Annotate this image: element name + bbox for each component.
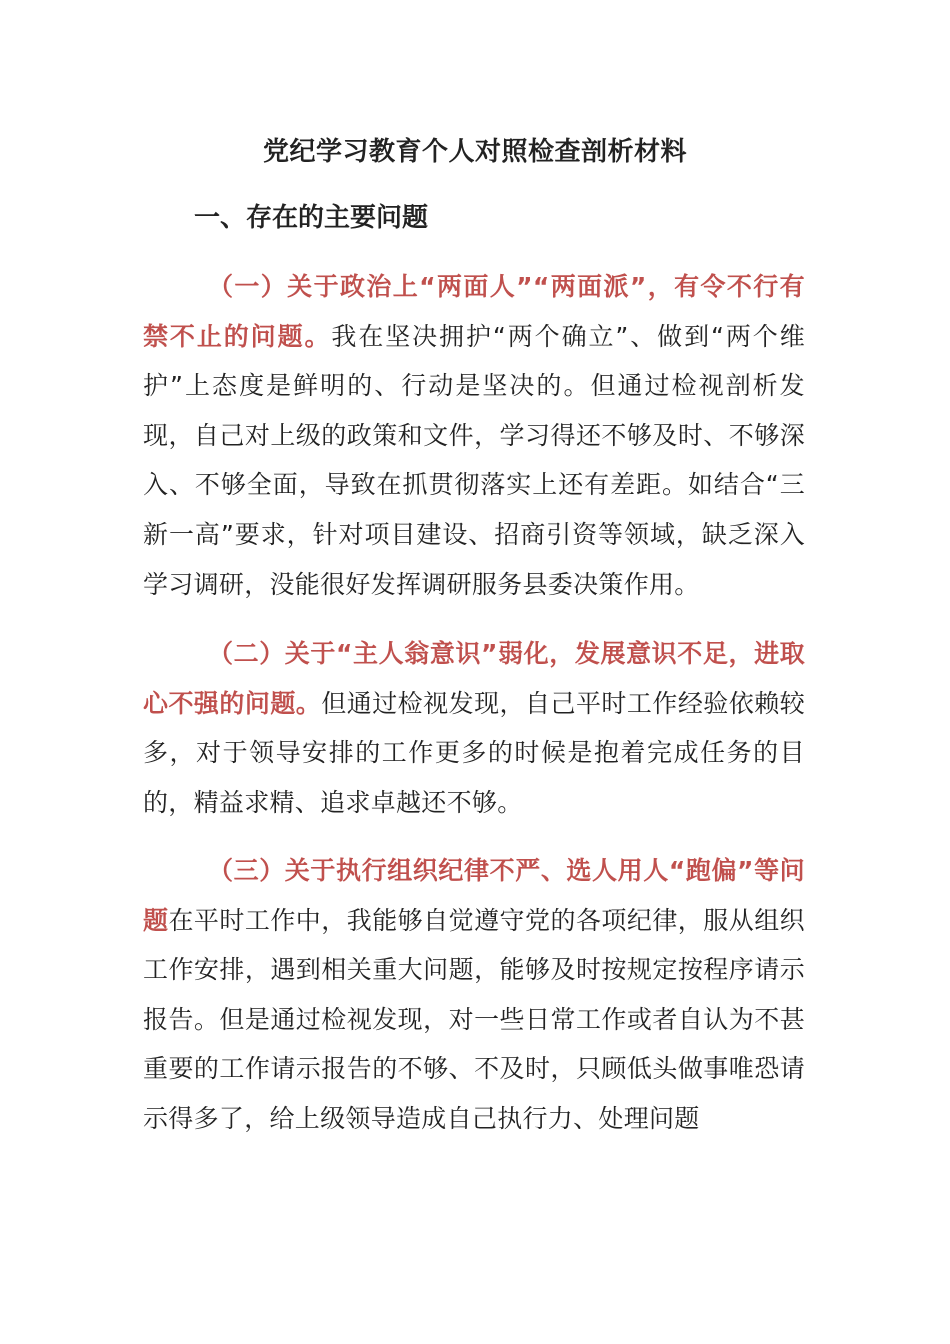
paragraph-3-lead: （三）关于执行组织纪律不严、选人用人“跑偏”等问题 [143,856,805,935]
paragraph-1-body: 我在坚决拥护“两个确立”、做到“两个维护”上态度是鲜明的、行动是坚决的。但通过检视剖析发现，自己对上级的政策和文件，学习得还不够及时、不够深入、不够全面，导致在抓贯彻落实上还有差距。如结合“三新一高”要求，针对项目建设、招商引资等领域，缺乏深入学习调研，没能很好发挥调研服务县委决策作用。 [143,321,805,599]
document-title: 党纪学习教育个人对照检查剖析材料 [262,137,687,167]
paragraph-3 [143,846,805,1144]
paragraph-3-body: 在平时工作中，我能够自觉遵守党的各项纪律，服从组织工作安排，遇到相关重大问题，能够及时按规定按程序请示报告。但是通过检视发现，对一些日常工作或者自认为不甚重要的工作请示报告的不够、不及时，只顾低头做事唯恐请示得多了，给上级领导造成自己执行力、处理问题 [143,905,805,1133]
paragraph-2 [143,629,805,827]
paragraph-1 [143,262,805,609]
paragraph-2-body: 但通过检视发现，自己平时工作经验依赖较多，对于领导安排的工作更多的时候是抱着完成任务的目的，精益求精、追求卓越还不够。 [143,688,805,817]
paragraph-1-lead: （一）关于政治上“两面人”“两面派”，有令不行有禁不止的问题。 [143,272,805,351]
section-heading: 一、存在的主要问题 [194,203,429,233]
paragraph-2-lead: （二）关于“主人翁意识”弱化，发展意识不足，进取心不强的问题。 [143,639,805,718]
